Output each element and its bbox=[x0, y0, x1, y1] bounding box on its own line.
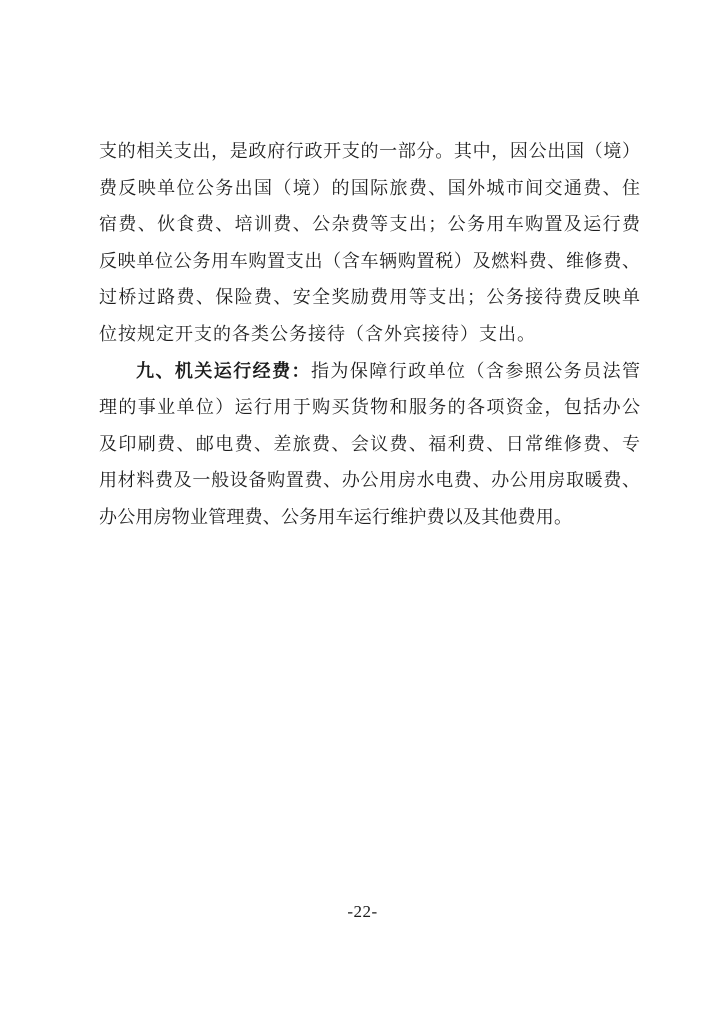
paragraph1-line-4: 反映单位公务用车购置支出（含车辆购置税）及燃料费、维修费、 bbox=[99, 250, 640, 271]
section-heading-line bbox=[99, 353, 640, 390]
section-heading: 九、机关运行经费： bbox=[136, 360, 311, 381]
paragraph1-line-3: 宿费、伙食费、培训费、公杂费等支出；公务用车购置及运行费 bbox=[99, 214, 640, 235]
section-heading-rest: 指为保障行政单位（含参照公务员法管 bbox=[310, 360, 641, 381]
page-number: -22- bbox=[347, 902, 378, 921]
paragraph1-line-5: 过桥过路费、保险费、安全奖励费用等支出；公务接待费反映单 bbox=[99, 287, 640, 308]
paragraph1-line-6: 位按规定开支的各类公务接待（含外宾接待）支出。 bbox=[99, 323, 536, 344]
paragraph1-line-1: 支的相关支出，是政府行政开支的一部分。其中，因公出国（境） bbox=[99, 141, 640, 161]
paragraph2-line-5: 办公用房物业管理费、公务用车运行维护费以及其他费用。 bbox=[99, 506, 573, 527]
paragraph2-line-2: 理的事业单位）运行用于购买货物和服务的各项资金，包括办公 bbox=[99, 397, 640, 418]
body-text bbox=[99, 133, 640, 536]
paragraph2-line-3: 及印刷费、邮电费、差旅费、会议费、福利费、日常维修费、专 bbox=[99, 433, 640, 454]
paragraph1-line-2: 费反映单位公务出国（境）的国际旅费、国外城市间交通费、住 bbox=[99, 177, 640, 198]
paragraph2-line-4: 用材料费及一般设备购置费、办公用房水电费、办公用房取暖费、 bbox=[99, 470, 640, 491]
